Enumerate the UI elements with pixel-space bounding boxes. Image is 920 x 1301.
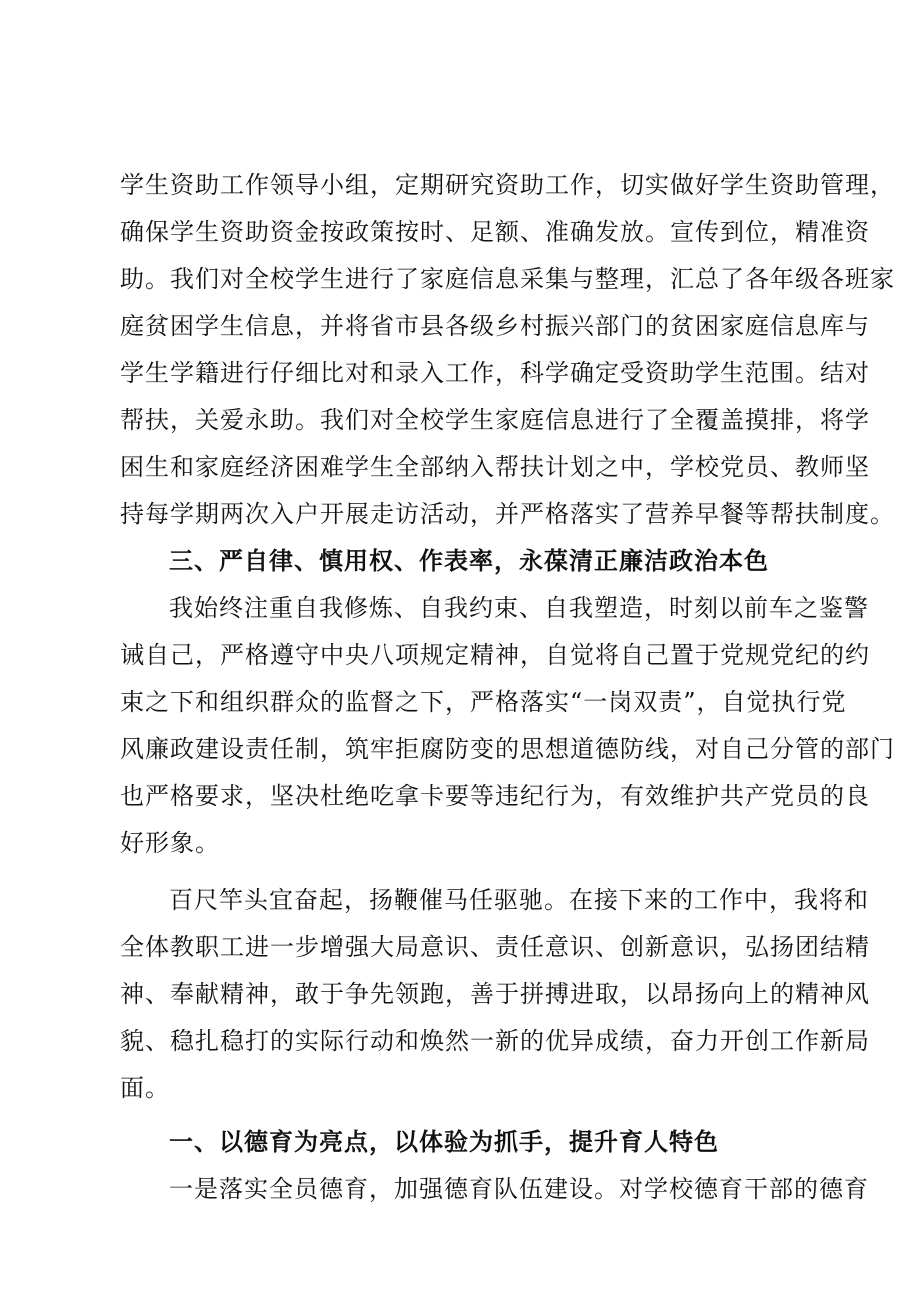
paragraph-line: 束之下和组织群众的监督之下，严格落实“一岗双责”，自觉执行党	[120, 688, 847, 716]
section-heading-3: 三、严自律、慎用权、作表率，永葆清正廉洁政治本色	[169, 547, 769, 575]
paragraph-line: 好形象。	[120, 829, 220, 857]
paragraph-line: 庭贫困学生信息，并将省市县各级乡村振兴部门的贫困家庭信息库与	[120, 312, 870, 340]
paragraph-line: 学生学籍进行仔细比对和录入工作，科学确定受资助学生范围。结对	[120, 359, 870, 387]
paragraph-line: 也严格要求，坚决杜绝吃拿卡要等违纪行为，有效维护共产党员的良	[120, 782, 870, 810]
paragraph-line: 困生和家庭经济困难学生全部纳入帮扶计划之中，学校党员、教师坚	[120, 453, 870, 481]
paragraph-line: 面。	[120, 1074, 170, 1102]
paragraph-line: 神、奉献精神，敢于争先领跑，善于拼搏进取，以昂扬向上的精神风	[120, 980, 870, 1008]
paragraph-line: 持每学期两次入户开展走访活动，并严格落实了营养早餐等帮扶制度。	[120, 500, 895, 528]
paragraph-line: 百尺竿头宜奋起，扬鞭催马任驱驰。在接下来的工作中，我将和	[169, 886, 869, 914]
paragraph-line: 风廉政建设责任制，筑牢拒腐防变的思想道德防线，对自己分管的部门	[120, 735, 895, 763]
paragraph-line: 貌、稳扎稳打的实际行动和焕然一新的优异成绩，奋力开创工作新局	[120, 1027, 870, 1055]
paragraph-line: 帮扶，关爱永助。我们对全校学生家庭信息进行了全覆盖摸排，将学	[120, 406, 870, 434]
paragraph-line: 一是落实全员德育，加强德育队伍建设。对学校德育干部的德育	[169, 1175, 869, 1203]
paragraph-line: 全体教职工进一步增强大局意识、责任意识、创新意识，弘扬团结精	[120, 933, 870, 961]
section-heading-1: 一、以德育为亮点，以体验为抓手，提升育人特色	[169, 1128, 719, 1156]
paragraph-line: 确保学生资助资金按政策按时、足额、准确发放。宣传到位，精准资	[120, 218, 870, 246]
paragraph-line: 诫自己，严格遵守中央八项规定精神，自觉将自己置于党规党纪的约	[120, 641, 870, 669]
paragraph-line: 助。我们对全校学生进行了家庭信息采集与整理，汇总了各年级各班家	[120, 265, 895, 293]
paragraph-line: 我始终注重自我修炼、自我约束、自我塑造，时刻以前车之鉴警	[169, 594, 869, 622]
paragraph-line: 学生资助工作领导小组，定期研究资助工作，切实做好学生资助管理，	[120, 171, 895, 199]
